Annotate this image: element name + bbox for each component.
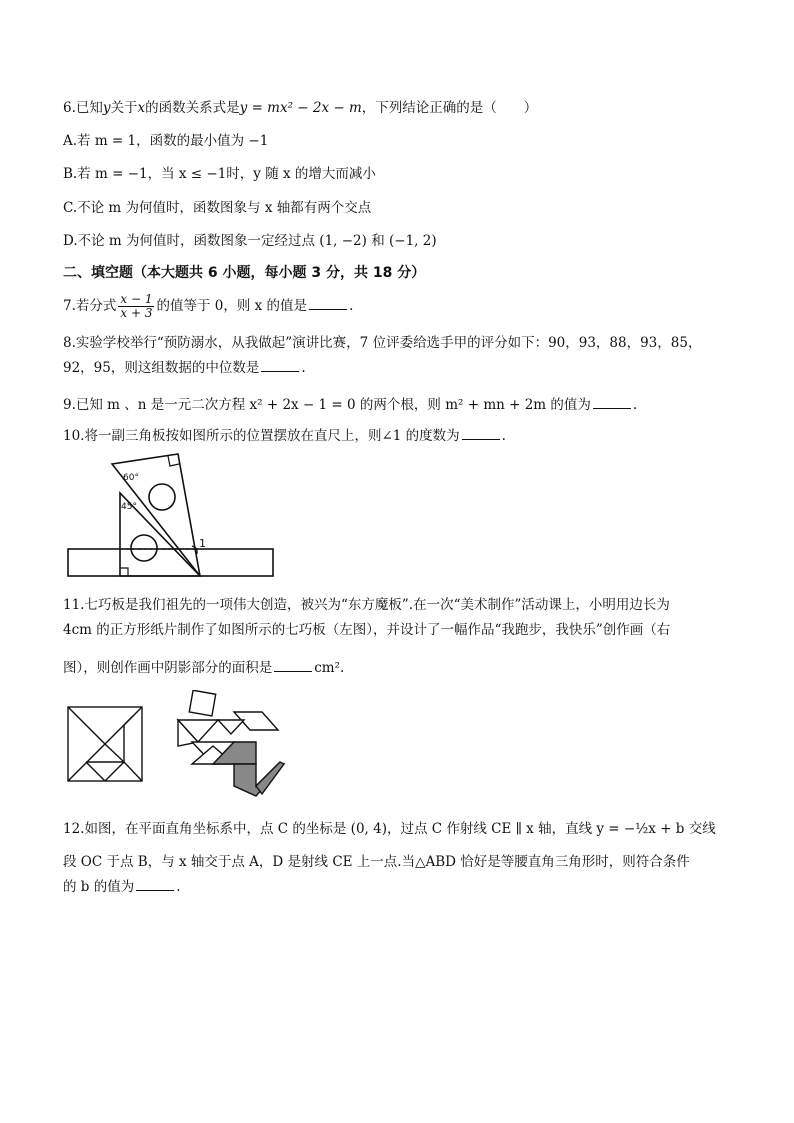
q12-answer-blank[interactable] xyxy=(136,876,174,891)
q7-end: . xyxy=(349,298,354,314)
q8-line2-text: 92，95，则这组数据的中位数是 xyxy=(63,360,260,376)
q11-line3-text: 图），则创作画中阴影部分的面积是 xyxy=(63,660,273,676)
angle-45-label: 45° xyxy=(121,502,137,512)
q11-line3 xyxy=(63,657,344,678)
q8-line1: 8.实验学校举行“预防溺水，从我做起”演讲比赛，7 位评委给选手甲的评分如下：90，93，88，93，85， xyxy=(63,335,702,351)
q10-text: 10.将一副三角板按如图所示的位置摆放在直尺上，则∠1 的度数为 xyxy=(63,428,460,444)
q7 xyxy=(63,291,353,321)
q6-option-b: B.若 m = −1，当 x ≤ −1时，y 随 x 的增大而减小 xyxy=(63,166,376,182)
q9-text: 9.已知 m 、n 是一元二次方程 x² + 2x − 1 = 0 的两个根，则 m² + mn + 2m 的值为 xyxy=(63,397,591,413)
q9-end: . xyxy=(632,397,638,413)
q6-stem xyxy=(63,98,537,118)
q8-line2 xyxy=(63,357,306,378)
q6-option-d: D.不论 m 为何值时，函数图象一定经过点 (1, −2) 和 (−1, 2) xyxy=(63,233,437,249)
q9-answer-blank[interactable] xyxy=(593,394,631,409)
q6-about: 关于 xyxy=(110,100,138,116)
section-title: 二、填空题（本大题共 6 小题，每小题 3 分，共 18 分） xyxy=(63,265,426,281)
q6-stem-post: ，下列结论正确的是（ ） xyxy=(361,100,538,116)
q7-denominator: x + 3 xyxy=(120,306,153,320)
angle-60-label: 60° xyxy=(123,473,139,483)
q10-answer-blank[interactable] xyxy=(462,425,500,440)
triangle-hole-top xyxy=(149,484,175,510)
angle-1-label: 1 xyxy=(199,537,206,550)
q12-line3 xyxy=(63,876,181,897)
q10-figure xyxy=(66,452,286,584)
q12-line2: 段 OC 于点 B，与 x 轴交于点 A，D 是射线 CE 上一点.当△ABD 恰好是等腰直角三角形时，则符合条件 xyxy=(63,854,690,870)
q6-option-a: A.若 m = 1，函数的最小值为 −1 xyxy=(63,133,269,149)
q10-end: . xyxy=(501,428,506,444)
q11-answer-blank[interactable] xyxy=(274,657,312,672)
q7-numerator: x − 1 xyxy=(120,292,153,306)
q7-answer-blank[interactable] xyxy=(309,295,347,310)
q6-option-c: C.不论 m 为何值时，函数图象与 x 轴都有两个交点 xyxy=(63,200,372,216)
q7-pre: 7.若分式 xyxy=(63,298,117,314)
q6-formula: y = mx² − 2x − m xyxy=(239,100,362,116)
ruler xyxy=(68,549,273,576)
q6-stem-pre: 6.已知 xyxy=(63,100,103,116)
q11-line2: 4cm 的正方形纸片制作了如图所示的七巧板（左图），并设计了一幅作品“我跑步，我快乐”创作画（右 xyxy=(63,622,671,638)
q11-unit: cm² xyxy=(314,660,341,676)
q8-end: . xyxy=(301,360,306,376)
q11-figure xyxy=(66,690,296,800)
q11-end: . xyxy=(340,660,345,676)
q7-post: 的值等于 0，则 x 的值是 xyxy=(156,298,308,314)
q10 xyxy=(63,425,506,446)
q7-fraction xyxy=(118,293,154,320)
triangle-hole-bottom xyxy=(131,535,157,561)
q12-line3-text: 的 b 的值为 xyxy=(63,879,135,895)
q8-answer-blank[interactable] xyxy=(261,357,299,372)
tangram-runner xyxy=(178,690,284,796)
q6-var-x: x xyxy=(137,100,146,116)
q6-stem-mid: 的函数关系式是 xyxy=(145,100,240,116)
q6-var-y: y xyxy=(102,100,111,116)
q11-line1: 11.七巧板是我们祖先的一项伟大创造，被兴为“东方魔板”.在一次“美术制作”活动课上，小明用边长为 xyxy=(63,597,670,613)
q12-end: . xyxy=(176,879,181,895)
tangram-square xyxy=(68,707,142,781)
q12-line1: 12.如图，在平面直角坐标系中，点 C 的坐标是 (0, 4)，过点 C 作射线 CE ∥ x 轴，直线 y = −½x + b 交线 xyxy=(63,821,716,837)
q9 xyxy=(63,394,637,415)
